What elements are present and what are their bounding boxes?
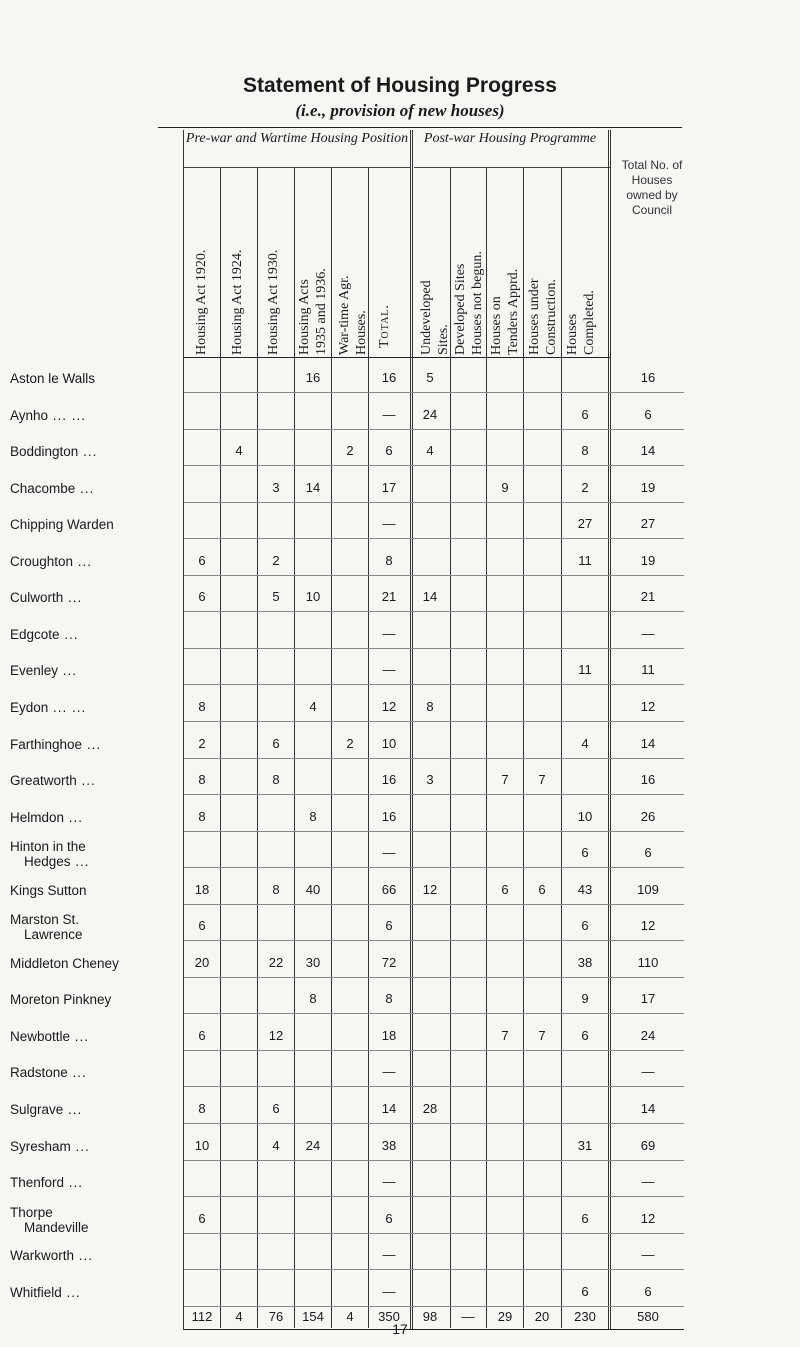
table-cell: 4 bbox=[235, 443, 243, 459]
col-head-act-1930: Housing Act 1930. bbox=[266, 249, 281, 355]
row-leader-dots: ... bbox=[70, 854, 90, 870]
table-cell: 14 bbox=[640, 1101, 656, 1116]
row-rule bbox=[184, 1123, 684, 1124]
total-cell: 230 bbox=[574, 1309, 596, 1324]
table-cell: 6 bbox=[581, 918, 589, 934]
table-cell: 6 bbox=[644, 845, 652, 861]
row-rule bbox=[184, 1233, 684, 1234]
table-cell: 43 bbox=[577, 881, 593, 897]
table-cell: 6 bbox=[198, 1027, 206, 1043]
row-label bbox=[10, 773, 170, 788]
table-cell: 6 bbox=[198, 918, 206, 934]
table-cell: 3 bbox=[272, 479, 280, 495]
table-cell: 2 bbox=[346, 443, 354, 459]
row-rule bbox=[184, 611, 684, 612]
table-cell: 14 bbox=[422, 589, 438, 605]
table-cell: 10 bbox=[577, 808, 593, 824]
row-label bbox=[10, 1175, 170, 1190]
row-label bbox=[10, 1029, 170, 1044]
table-cell: — bbox=[641, 1064, 655, 1080]
table-cell: — bbox=[382, 845, 396, 861]
postwar-group-heading: Post-war Housing Programme bbox=[423, 131, 597, 146]
total-cell: 350 bbox=[378, 1309, 400, 1324]
table-cell: — bbox=[641, 1174, 655, 1190]
table-cell: 31 bbox=[577, 1137, 593, 1153]
total-cell: 580 bbox=[637, 1309, 659, 1324]
row-label bbox=[10, 444, 170, 459]
table-cell: 9 bbox=[581, 991, 589, 1007]
row-rule bbox=[184, 1050, 684, 1051]
table-cell: — bbox=[382, 1283, 396, 1299]
table-cell: 16 bbox=[640, 370, 656, 385]
row-name: Aynho bbox=[10, 407, 49, 423]
row-rule bbox=[184, 1269, 684, 1270]
row-label bbox=[10, 627, 170, 642]
table-cell: 12 bbox=[640, 918, 656, 934]
rule-double-right bbox=[608, 130, 611, 1330]
row-leader-dots: ... bbox=[78, 444, 98, 460]
row-label bbox=[10, 663, 170, 678]
table-cell: 14 bbox=[381, 1101, 397, 1116]
table-cell: 8 bbox=[385, 991, 393, 1007]
table-cell: 8 bbox=[426, 698, 434, 714]
col-head-wartime-text: War-time Agr. Houses. bbox=[337, 275, 369, 355]
row-label bbox=[10, 883, 170, 898]
table-cell: 14 bbox=[640, 443, 656, 459]
table-cell: 109 bbox=[637, 881, 659, 897]
table-cell: 5 bbox=[272, 589, 280, 605]
table-cell: 19 bbox=[640, 479, 656, 495]
row-leader-dots: ... bbox=[61, 1284, 81, 1300]
col-head-wartime bbox=[336, 167, 370, 355]
table-cell: 6 bbox=[272, 735, 280, 751]
total-cell: 98 bbox=[422, 1309, 438, 1324]
col-head-developed bbox=[452, 167, 486, 355]
rule-7 bbox=[450, 168, 451, 1328]
row-leader-dots: ... ... bbox=[48, 407, 87, 423]
table-cell: 27 bbox=[577, 516, 593, 532]
row-rule bbox=[184, 429, 684, 430]
row-leader-dots: ... bbox=[63, 590, 83, 606]
table-cell: 6 bbox=[581, 845, 589, 861]
row-label bbox=[10, 1102, 170, 1117]
table-cell: 6 bbox=[581, 1027, 589, 1043]
table-cell: 12 bbox=[381, 698, 397, 714]
table-cell: 6 bbox=[581, 406, 589, 422]
col-head-tenders-text: Houses on Tenders Apprd. bbox=[489, 268, 521, 355]
row-name: Evenley bbox=[10, 663, 59, 679]
table-cell: 4 bbox=[581, 735, 589, 751]
row-name: Eydon bbox=[10, 699, 49, 715]
row-leader-dots: ... bbox=[58, 663, 78, 679]
row-leader-dots: ... bbox=[67, 1065, 87, 1081]
table-cell: 12 bbox=[268, 1027, 284, 1043]
row-name: Edgcote bbox=[10, 626, 60, 642]
row-label bbox=[10, 1065, 170, 1080]
table-cell: 6 bbox=[198, 552, 206, 568]
row-name: Thenford bbox=[10, 1175, 65, 1191]
table-cell: 17 bbox=[381, 479, 397, 495]
rule-9 bbox=[523, 168, 524, 1328]
page-number: 17 bbox=[392, 1321, 408, 1337]
table-cell: 27 bbox=[640, 516, 656, 532]
table-cell: 8 bbox=[198, 698, 206, 714]
table-cell: 6 bbox=[385, 443, 393, 459]
row-rule bbox=[184, 758, 684, 759]
row-rule bbox=[184, 1086, 684, 1087]
row-rule bbox=[184, 940, 684, 941]
table-cell: 7 bbox=[538, 1027, 546, 1043]
row-label bbox=[10, 737, 170, 752]
row-leader-dots: ... bbox=[73, 553, 93, 569]
total-cell: 4 bbox=[346, 1309, 354, 1324]
table-cell: — bbox=[641, 1247, 655, 1263]
prewar-group-heading: Pre-war and Wartime Housing Position bbox=[185, 131, 409, 146]
table-cell: 26 bbox=[640, 808, 656, 824]
total-cell: 29 bbox=[497, 1309, 513, 1324]
row-rule bbox=[184, 538, 684, 539]
page-subtitle: (i.e., provision of new houses) bbox=[295, 101, 505, 120]
row-label bbox=[10, 839, 170, 869]
table-cell: 6 bbox=[538, 881, 546, 897]
row-name: Marston St. bbox=[10, 912, 80, 928]
row-name: Syresham bbox=[10, 1138, 71, 1154]
table-cell: 6 bbox=[581, 1283, 589, 1299]
row-leader-dots: ... bbox=[74, 1248, 94, 1264]
col-head-act-1920: Housing Act 1920. bbox=[194, 249, 209, 355]
table-cell: 18 bbox=[381, 1027, 397, 1043]
row-leader-dots: ... ... bbox=[48, 699, 87, 715]
table-cell: 4 bbox=[426, 443, 434, 459]
table-cell: — bbox=[382, 406, 396, 422]
col-head-acts-1935-text: Housing Acts 1935 and 1936. bbox=[297, 268, 329, 355]
col-head-construction bbox=[526, 167, 560, 355]
row-rule bbox=[184, 1013, 684, 1014]
row-rule bbox=[184, 904, 684, 905]
table-cell: 3 bbox=[426, 772, 434, 788]
table-cell: — bbox=[382, 516, 396, 532]
row-name-continued: Hedges bbox=[24, 854, 71, 870]
row-name: Boddington bbox=[10, 444, 79, 460]
table-cell: 2 bbox=[272, 552, 280, 568]
table-cell: 8 bbox=[309, 808, 317, 824]
table-cell: — bbox=[382, 1174, 396, 1190]
row-leader-dots: ... bbox=[59, 626, 79, 642]
table-cell: 11 bbox=[578, 662, 592, 678]
row-rule bbox=[184, 465, 684, 466]
row-name: Warkworth bbox=[10, 1248, 75, 1264]
row-rule bbox=[184, 1196, 684, 1197]
table-cell: 19 bbox=[640, 552, 656, 568]
row-rule bbox=[184, 684, 684, 685]
page-title: Statement of Housing Progress bbox=[243, 74, 557, 97]
table-cell: 4 bbox=[309, 698, 317, 714]
col-head-developed-text: Developed Sites Houses not begun. bbox=[453, 251, 485, 355]
table-cell: 72 bbox=[381, 954, 397, 970]
row-name: Moreton Pinkney bbox=[10, 992, 112, 1008]
row-leader-dots: ... bbox=[82, 736, 102, 752]
table-cell: 7 bbox=[501, 772, 509, 788]
table-cell: 4 bbox=[272, 1137, 280, 1153]
table-cell: 30 bbox=[305, 954, 321, 970]
table-cell: 8 bbox=[581, 443, 589, 459]
table-cell: 8 bbox=[272, 881, 280, 897]
table-cell: 6 bbox=[581, 1210, 589, 1226]
table-cell: 22 bbox=[268, 954, 284, 970]
table-cell: 11 bbox=[578, 552, 592, 568]
table-cell: 16 bbox=[381, 370, 397, 385]
row-rule bbox=[184, 1160, 684, 1161]
table-cell: 2 bbox=[581, 479, 589, 495]
table-cell: — bbox=[382, 662, 396, 678]
row-leader-dots: ... bbox=[70, 1028, 90, 1044]
row-label bbox=[10, 408, 170, 423]
row-leader-dots: ... bbox=[75, 480, 95, 496]
row-label bbox=[10, 590, 170, 605]
row-label bbox=[10, 554, 170, 569]
row-label bbox=[10, 1205, 170, 1235]
table-cell: 40 bbox=[305, 881, 321, 897]
table-cell: 10 bbox=[194, 1137, 210, 1153]
total-cell: 76 bbox=[268, 1309, 284, 1324]
row-name: Hinton in the bbox=[10, 839, 86, 855]
table-cell: 69 bbox=[640, 1137, 656, 1153]
row-name: Whitfield bbox=[10, 1284, 62, 1300]
table-cell: 2 bbox=[346, 735, 354, 751]
row-label bbox=[10, 700, 170, 715]
row-label bbox=[10, 1139, 170, 1154]
row-name: Thorpe bbox=[10, 1204, 53, 1220]
col-head-act-1924: Housing Act 1924. bbox=[230, 249, 245, 355]
table-cell: 6 bbox=[385, 918, 393, 934]
row-name: Helmdon bbox=[10, 809, 65, 825]
row-rule bbox=[184, 794, 684, 795]
table-cell: 38 bbox=[577, 954, 593, 970]
table-cell: 21 bbox=[381, 589, 397, 605]
table-cell: 8 bbox=[385, 552, 393, 568]
table-cell: 6 bbox=[198, 1210, 206, 1226]
row-name: Chipping Warden bbox=[10, 517, 114, 533]
row-leader-dots: ... bbox=[70, 1138, 90, 1154]
table-cell: 12 bbox=[640, 698, 656, 714]
col-head-undeveloped bbox=[418, 167, 452, 355]
row-name: Newbottle bbox=[10, 1028, 71, 1044]
table-cell: 28 bbox=[422, 1101, 438, 1116]
table-cell: 6 bbox=[644, 1283, 652, 1299]
table-cell: — bbox=[382, 625, 396, 641]
row-name: Croughton bbox=[10, 553, 74, 569]
row-leader-dots: ... bbox=[76, 773, 96, 789]
col-head-completed bbox=[564, 167, 598, 355]
col-head-undeveloped-text: Undeveloped Sites. bbox=[419, 280, 451, 355]
table-cell: 6 bbox=[644, 406, 652, 422]
row-name: Radstone bbox=[10, 1065, 68, 1081]
row-rule bbox=[184, 1306, 684, 1307]
row-leader-dots: ... bbox=[64, 809, 84, 825]
table-cell: 21 bbox=[640, 589, 656, 605]
row-name: Sulgrave bbox=[10, 1102, 64, 1117]
table-cell: 7 bbox=[538, 772, 546, 788]
table-cell: 20 bbox=[194, 954, 210, 970]
table-cell: — bbox=[382, 1247, 396, 1263]
row-name: Chacombe bbox=[10, 480, 76, 496]
rule-8 bbox=[486, 168, 487, 1328]
row-label bbox=[10, 956, 170, 971]
row-name: Middleton Cheney bbox=[10, 955, 119, 971]
row-label bbox=[10, 992, 170, 1007]
col-head-acts-1935 bbox=[296, 167, 330, 355]
row-name: Kings Sutton bbox=[10, 882, 87, 898]
table-cell: 8 bbox=[198, 1101, 206, 1116]
total-cell: 20 bbox=[534, 1309, 550, 1324]
table-cell: 6 bbox=[198, 589, 206, 605]
row-name: Farthinghoe bbox=[10, 736, 83, 752]
table-cell: 12 bbox=[422, 881, 438, 897]
table-cell: 11 bbox=[641, 662, 655, 678]
table-cell: 16 bbox=[305, 370, 321, 385]
row-name: Culworth bbox=[10, 590, 64, 606]
table-cell: 6 bbox=[385, 1210, 393, 1226]
table-cell: 12 bbox=[640, 1210, 656, 1226]
rule-10 bbox=[561, 168, 562, 1328]
table-cell: 14 bbox=[640, 735, 656, 751]
row-leader-dots: ... bbox=[63, 1102, 83, 1117]
table-cell: 24 bbox=[305, 1137, 321, 1153]
row-name-continued: Mandeville bbox=[24, 1219, 89, 1235]
rule-double-mid bbox=[410, 130, 413, 1330]
table-cell: 16 bbox=[381, 808, 397, 824]
table-cell: 5 bbox=[426, 370, 434, 385]
table-cell: 10 bbox=[305, 589, 321, 605]
col-head-total-owned: Total No. of Houses owned by Council bbox=[621, 158, 683, 217]
row-label bbox=[10, 481, 170, 496]
table-cell: 24 bbox=[422, 406, 438, 422]
header-rule bbox=[158, 127, 682, 128]
col-head-construction-text: Houses under Construction. bbox=[527, 278, 559, 355]
row-leader-dots: ... bbox=[64, 1175, 84, 1191]
table-cell: 8 bbox=[309, 991, 317, 1007]
rule-5 bbox=[368, 168, 369, 1328]
table-cell: 2 bbox=[198, 735, 206, 751]
table-cell: 6 bbox=[501, 881, 509, 897]
row-label bbox=[10, 810, 170, 825]
table-cell: 9 bbox=[501, 479, 509, 495]
table-cell: 66 bbox=[381, 881, 397, 897]
table-cell: 110 bbox=[637, 954, 659, 970]
table-cell: 16 bbox=[381, 772, 397, 788]
table-cell: 10 bbox=[381, 735, 397, 751]
rule-3 bbox=[294, 168, 295, 1328]
row-rule bbox=[184, 575, 684, 576]
table-cell: 8 bbox=[272, 772, 280, 788]
table-cell: 8 bbox=[198, 772, 206, 788]
row-rule bbox=[184, 648, 684, 649]
row-rule bbox=[184, 721, 684, 722]
col-head-completed-text: Houses Completed. bbox=[565, 290, 597, 355]
table-cell: — bbox=[382, 1064, 396, 1080]
row-name: Aston le Walls bbox=[10, 371, 96, 386]
table-cell: 7 bbox=[501, 1027, 509, 1043]
row-rule bbox=[184, 392, 684, 393]
table-cell: 24 bbox=[640, 1027, 656, 1043]
col-head-total: Total. bbox=[377, 304, 392, 348]
row-rule bbox=[184, 831, 684, 832]
total-cell: 154 bbox=[302, 1309, 324, 1324]
total-cell: — bbox=[461, 1309, 475, 1324]
row-label bbox=[10, 371, 170, 386]
table-cell: — bbox=[641, 625, 655, 641]
row-name: Greatworth bbox=[10, 773, 77, 789]
row-label bbox=[10, 912, 170, 942]
table-cell: 8 bbox=[198, 808, 206, 824]
total-cell: 112 bbox=[191, 1309, 213, 1324]
table-cell: 14 bbox=[305, 479, 321, 495]
row-label bbox=[10, 517, 170, 532]
row-rule bbox=[184, 502, 684, 503]
table-cell: 17 bbox=[640, 991, 656, 1007]
table-cell: 18 bbox=[194, 881, 210, 897]
row-name-continued: Lawrence bbox=[24, 927, 83, 943]
row-label bbox=[10, 1248, 170, 1263]
table-cell: 16 bbox=[640, 772, 656, 788]
row-label bbox=[10, 1285, 170, 1300]
column-head-rule bbox=[184, 357, 610, 358]
table-cell: 38 bbox=[381, 1137, 397, 1153]
row-rule bbox=[184, 977, 684, 978]
row-rule bbox=[184, 867, 684, 868]
rule-1 bbox=[220, 168, 221, 1328]
total-cell: 4 bbox=[235, 1309, 243, 1324]
table-cell: 6 bbox=[272, 1101, 280, 1116]
col-head-tenders bbox=[488, 167, 522, 355]
